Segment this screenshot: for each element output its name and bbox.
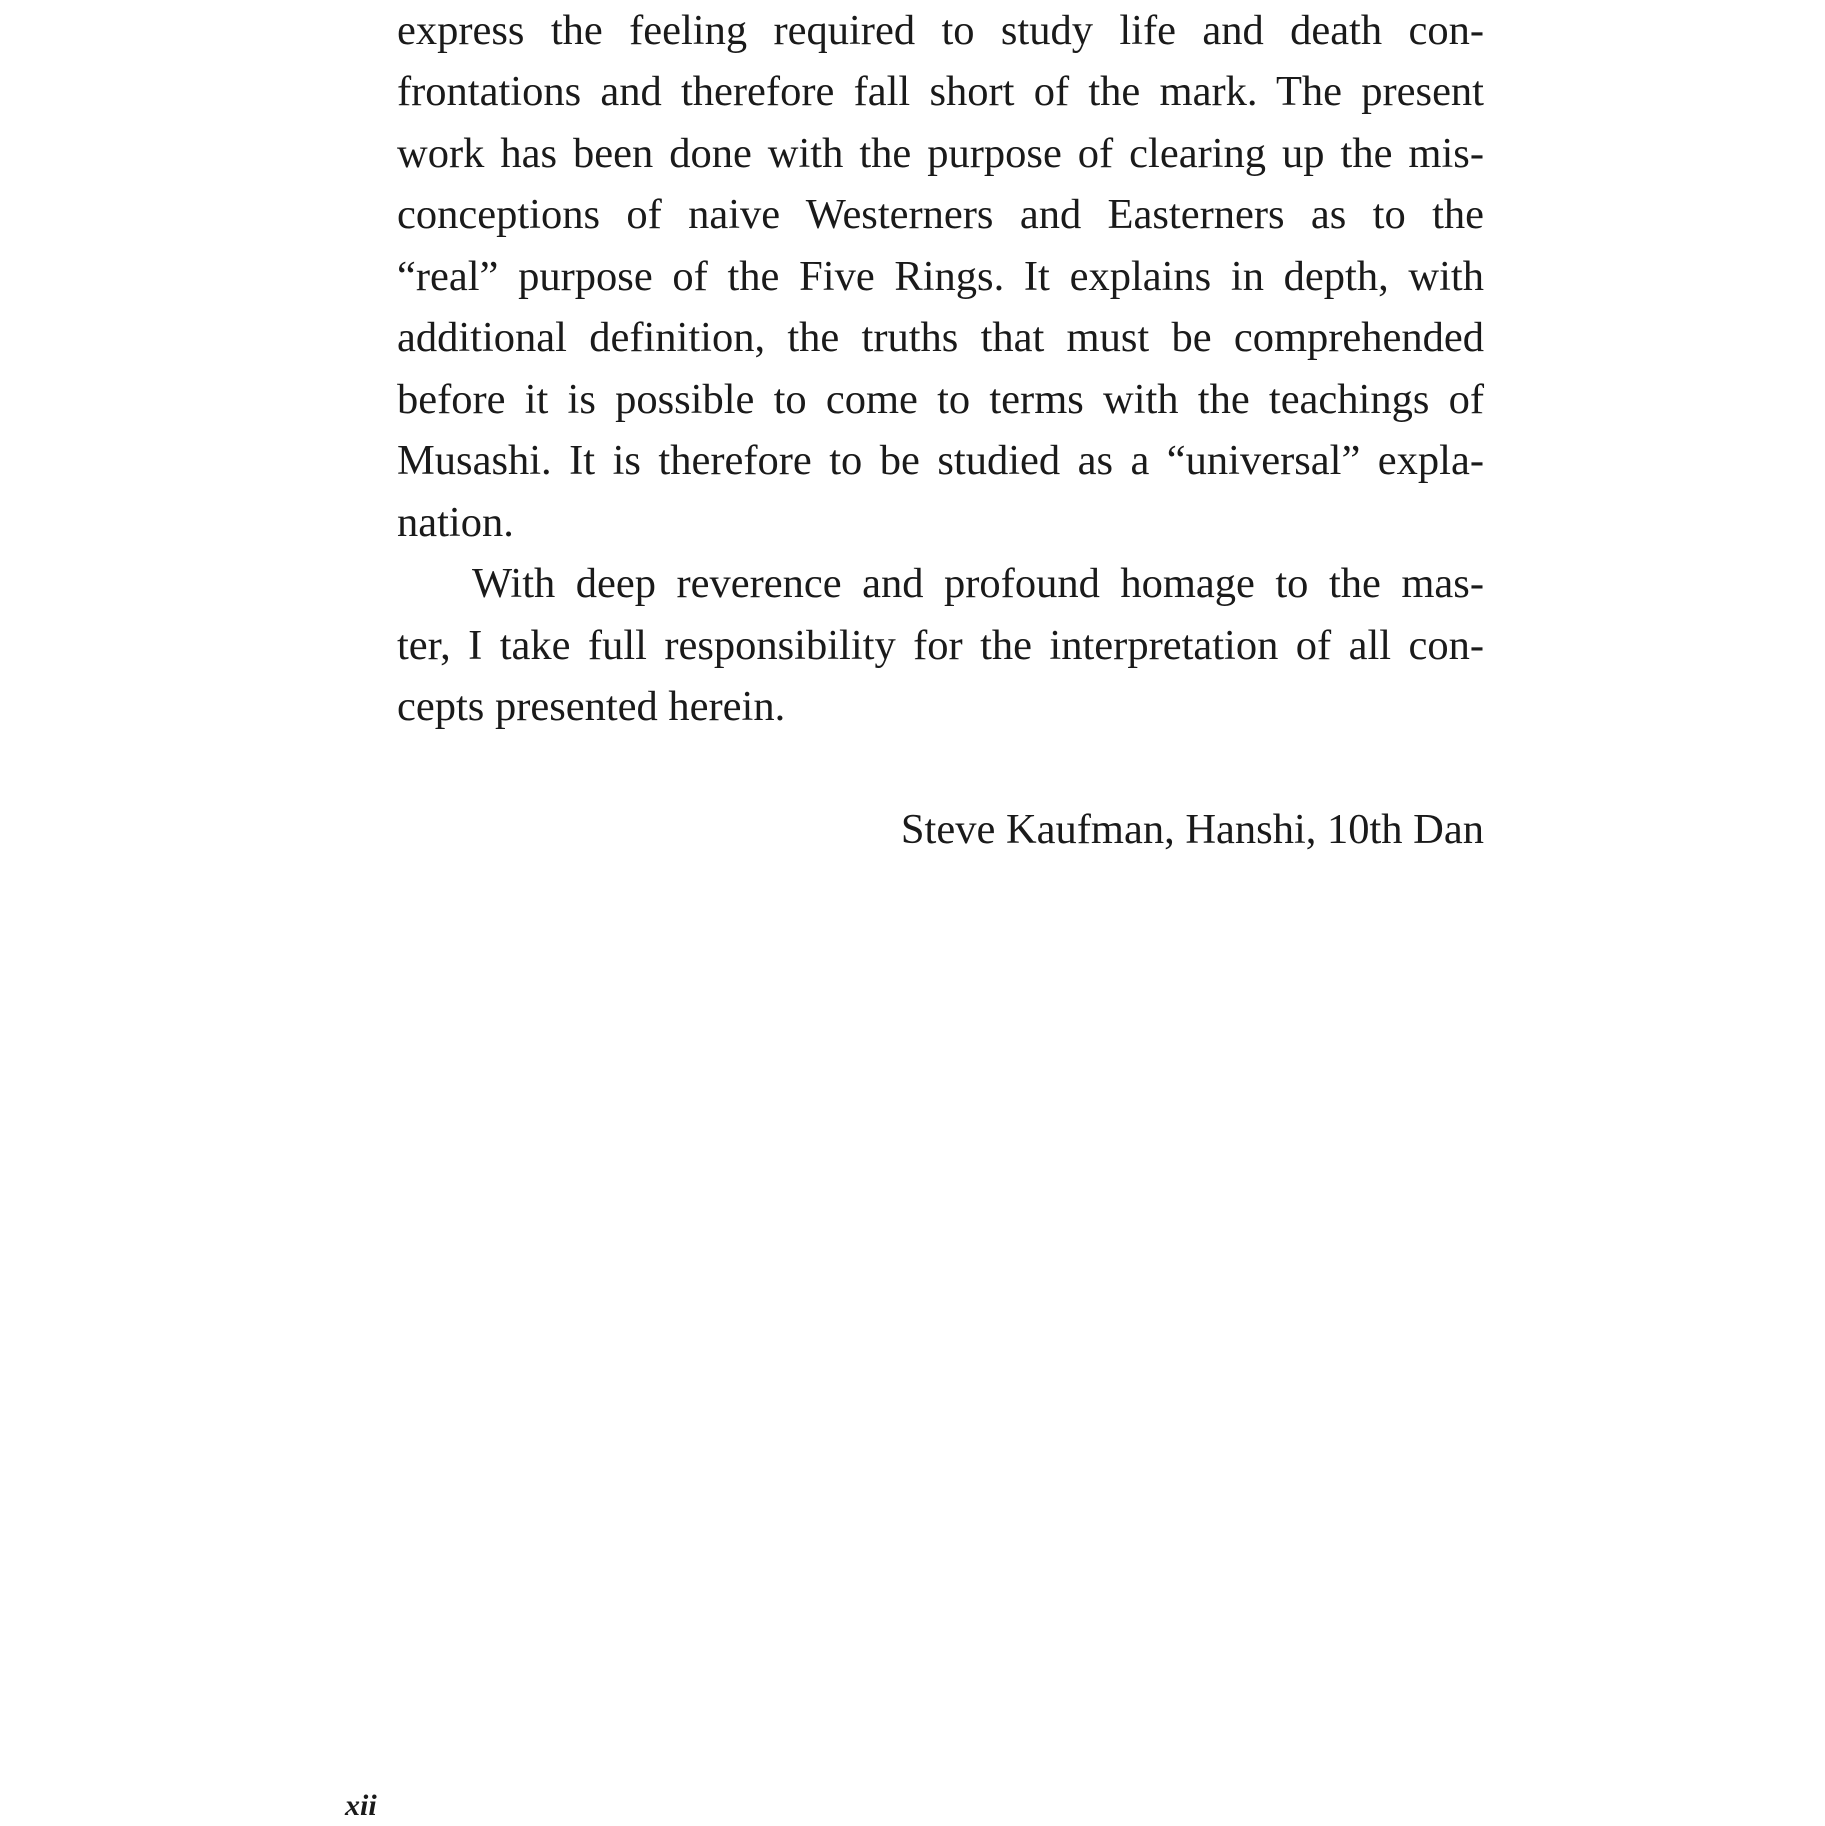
body-text-line: nation. [397,499,514,546]
body-text-line: cepts presented herein. [397,683,786,730]
body-text-line: additional definition, the truths that must be comprehended [397,314,1484,361]
body-text-line: conceptions of naive Westerners and Easterners as to the [397,191,1484,238]
body-text-line: express the feeling required to study life and death con- [397,7,1484,54]
body-text-line: ter, I take full responsibility for the interpretation of all con- [397,622,1484,669]
body-text-line: With deep reverence and profound homage to the mas- [472,560,1484,607]
body-text-line: “real” purpose of the Five Rings. It explains in depth, with [397,253,1484,300]
page-number: xii [345,1789,377,1822]
author-signature: Steve Kaufman, Hanshi, 10th Dan [900,806,1484,853]
body-text-line: Musashi. It is therefore to be studied as a “universal” expla- [397,437,1484,484]
body-text-line: frontations and therefore fall short of the mark. The present [397,68,1484,115]
body-text-line: before it is possible to come to terms with the teachings of [397,376,1484,423]
body-text-line: work has been done with the purpose of clearing up the mis- [397,130,1484,177]
